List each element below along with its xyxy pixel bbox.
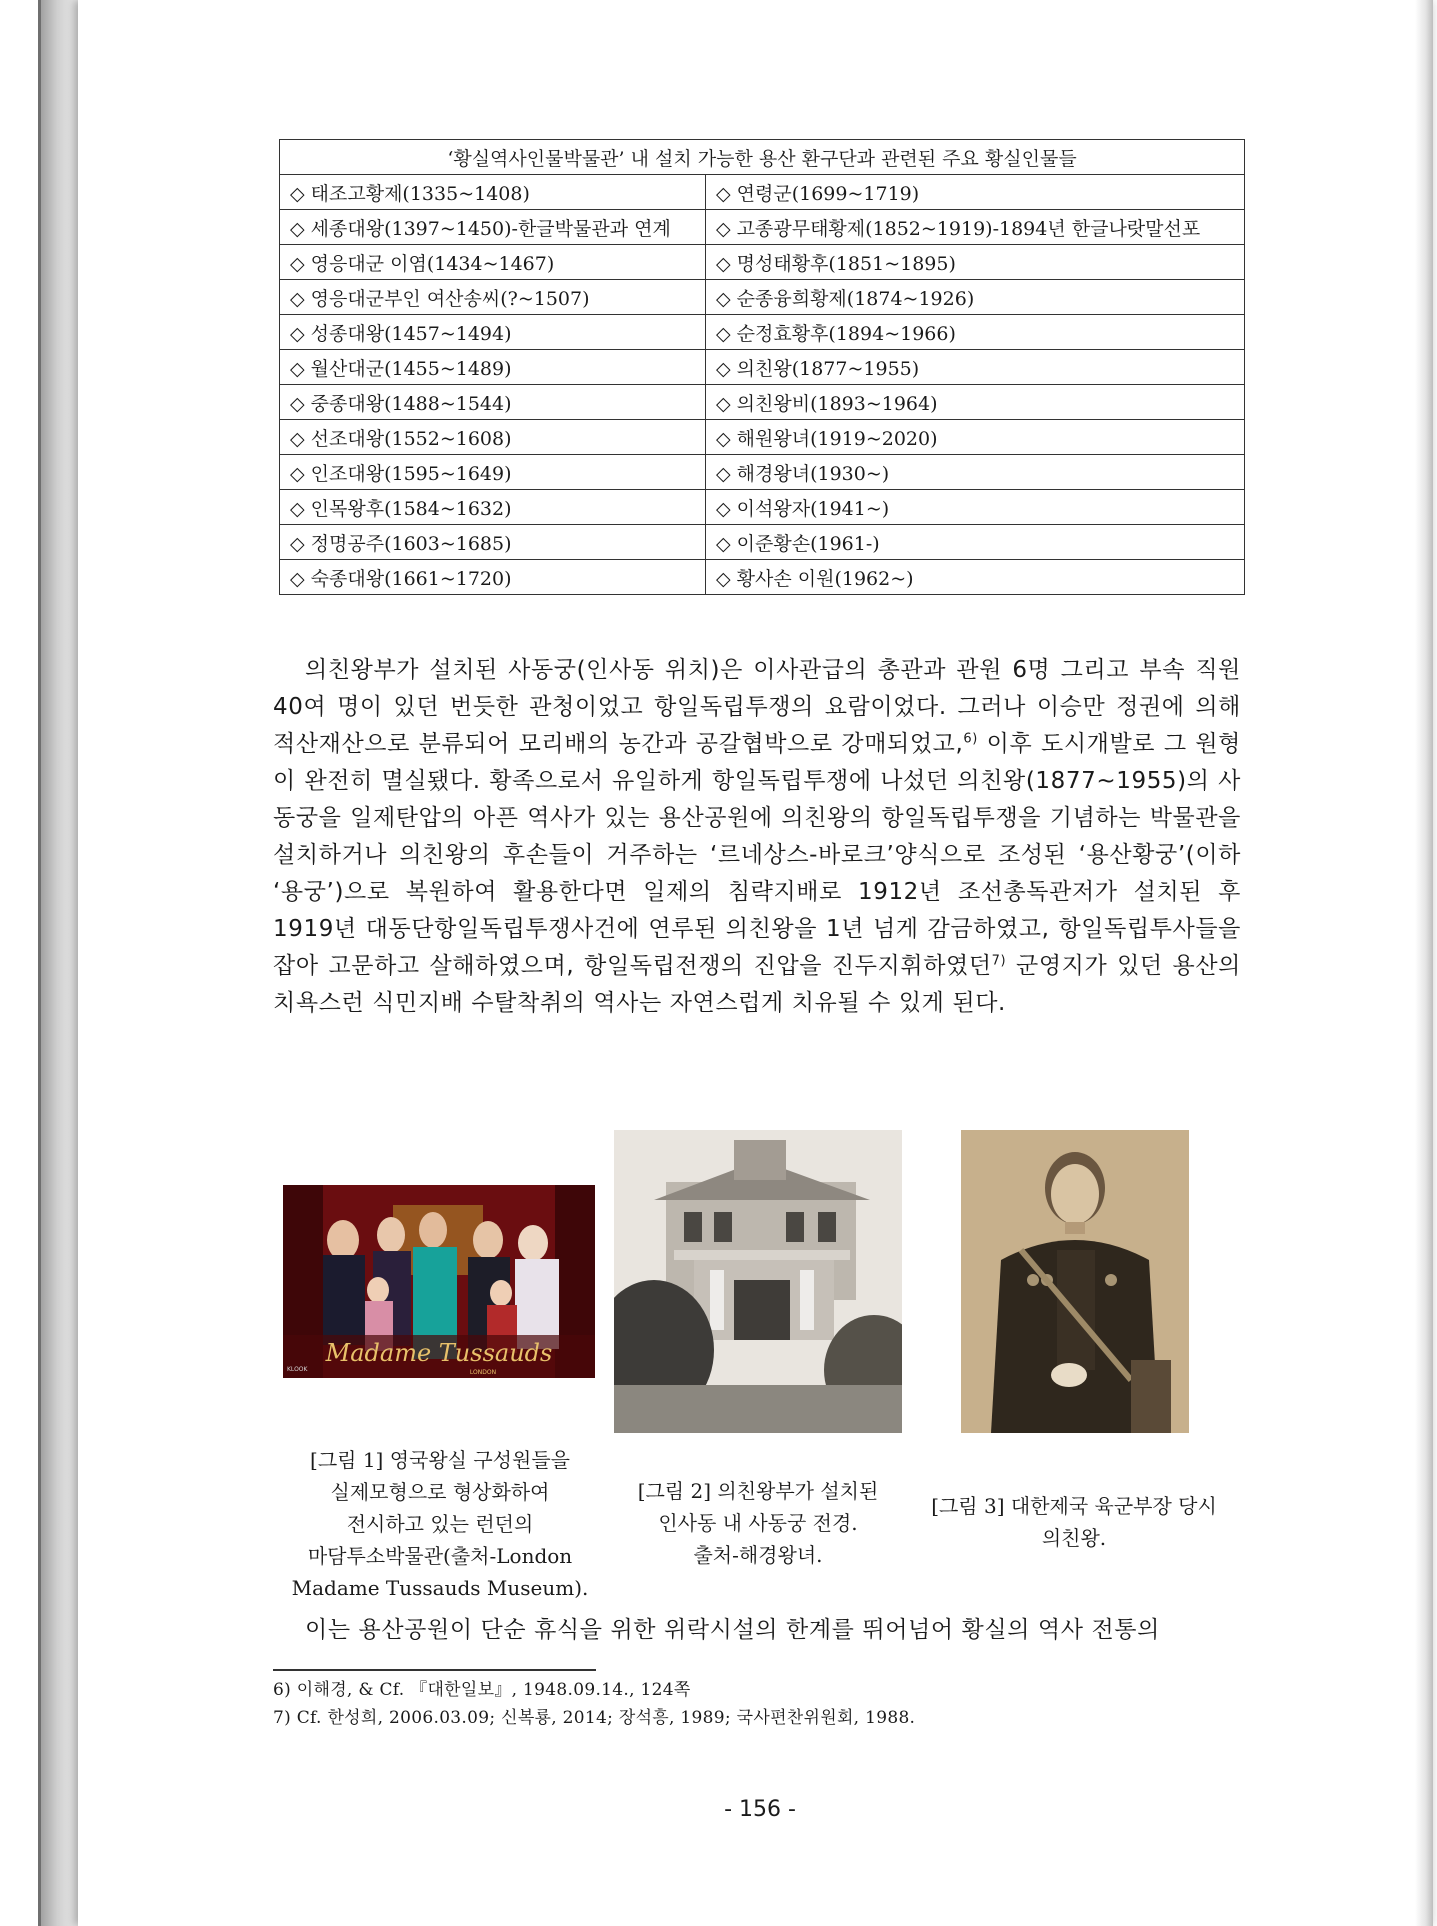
page-number: - 156 - [724, 1797, 796, 1822]
figure-2-caption-line: [그림 2] 의친왕부가 설치된 [637, 1479, 879, 1503]
footnotes [273, 1676, 1173, 1732]
table-cell-right: ◇ 이석왕자(1941~) [706, 490, 1245, 525]
table-cell-right: ◇ 해원왕녀(1919~2020) [706, 420, 1245, 455]
footnote-ref-6[interactable]: 6) [963, 731, 978, 747]
page-right-edge [1415, 0, 1433, 1926]
figure-3-caption-line: 의친왕. [1041, 1526, 1107, 1550]
figure-2-caption [612, 1475, 904, 1571]
table-row [280, 385, 1245, 420]
footnote-7: 7) Cf. 한성희, 2006.03.09; 신복룡, 2014; 장석흥, 1989; 국사편찬위원회, 1988. [273, 1708, 916, 1728]
table-row [280, 210, 1245, 245]
figure-1-caption-line: Madame Tussauds Museum). [291, 1576, 589, 1600]
footnote-divider [273, 1669, 596, 1671]
table-row [280, 490, 1245, 525]
table-cell-left: ◇ 정명공주(1603~1685) [280, 525, 706, 560]
book-spine-edge [38, 0, 41, 1926]
table-row [280, 280, 1245, 315]
table-cell-right: ◇ 의친왕비(1893~1964) [706, 385, 1245, 420]
table-cell-left: ◇ 태조고황제(1335~1408) [280, 175, 706, 210]
table-cell-right: ◇ 명성태황후(1851~1895) [706, 245, 1245, 280]
table-cell-left: ◇ 숙종대왕(1661~1720) [280, 560, 706, 595]
table-cell-left: ◇ 성종대왕(1457~1494) [280, 315, 706, 350]
figure-1-corner: KLOOK [287, 1366, 308, 1373]
figure-3-caption-line: [그림 3] 대한제국 육군부장 당시 [931, 1494, 1217, 1518]
figure-1-madame-tussauds-photo [283, 1185, 595, 1378]
table-cell-right: ◇ 황사손 이원(1962~) [706, 560, 1245, 595]
table-row [280, 245, 1245, 280]
paragraph-2: 이는 용산공원이 단순 휴식을 위한 위락시설의 한계를 뛰어넘어 황실의 역사 전통의 [305, 1617, 1160, 1643]
figure-1-caption-line: 마담투소박물관(출처-London [307, 1544, 573, 1568]
table-cell-left: ◇ 세종대왕(1397~1450)-한글박물관과 연계 [280, 210, 706, 245]
figure-1-caption-line: [그림 1] 영국왕실 구성원들을 [310, 1448, 570, 1472]
figure-1-caption [270, 1444, 610, 1604]
table-cell-right: ◇ 고종광무태황제(1852~1919)-1894년 한글나랏말선포 [706, 210, 1245, 245]
table-cell-left: ◇ 선조대왕(1552~1608) [280, 420, 706, 455]
figure-2-caption-line: 출처-해경왕녀. [693, 1543, 823, 1567]
table-row [280, 455, 1245, 490]
figure-1-caption-line: 실제모형으로 형상화하여 [330, 1480, 550, 1504]
table-cell-left: ◇ 월산대군(1455~1489) [280, 350, 706, 385]
figure-2-sadonggung-photo [614, 1130, 902, 1433]
figure-1-city: LONDON [469, 1369, 497, 1376]
footnote-6: 6) 이해경, & Cf. 『대한일보』, 1948.09.14., 124쪽 [273, 1680, 691, 1700]
table-cell-right: ◇ 의친왕(1877~1955) [706, 350, 1245, 385]
table-row [280, 350, 1245, 385]
footnote-ref-7[interactable]: 7) [991, 953, 1007, 969]
paragraph-1-part-3: 군영지가 있던 용산의 치욕스런 식민지배 수탈착취의 역사는 자연스럽게 치유될 수 있게 된다. [273, 953, 1241, 1016]
figure-1-caption-line: 전시하고 있는 런던의 [346, 1512, 534, 1536]
table-title: ‘황실역사인물박물관’ 내 설치 가능한 용산 환구단과 관련된 주요 황실인물들 [280, 140, 1245, 175]
table-cell-right: ◇ 연령군(1699~1719) [706, 175, 1245, 210]
table-row [280, 175, 1245, 210]
table-row [280, 525, 1245, 560]
figure-3-caption [918, 1490, 1230, 1554]
table-cell-left: ◇ 영응대군 이염(1434~1467) [280, 245, 706, 280]
table-cell-right: ◇ 순정효황후(1894~1966) [706, 315, 1245, 350]
table-cell-left: ◇ 중종대왕(1488~1544) [280, 385, 706, 420]
table-row [280, 315, 1245, 350]
figure-1-brand: Madame Tussauds [325, 1339, 553, 1367]
table-cell-right: ◇ 이준황손(1961-) [706, 525, 1245, 560]
table-cell-left: ◇ 인목왕후(1584~1632) [280, 490, 706, 525]
royals-table [279, 139, 1245, 595]
table-cell-left: ◇ 인조대왕(1595~1649) [280, 455, 706, 490]
paragraph-1 [273, 652, 1241, 1022]
figure-2-caption-line: 인사동 내 사동궁 전경. [658, 1511, 858, 1535]
paragraph-1-part-2: 이후 도시개발로 그 원형이 완전히 멸실됐다. 황족으로서 유일하게 항일독립투쟁에 나섰던 의친왕(1877~1955)의 사동궁을 일제탄압의 아픈 역사가 있는 용산공원에 의친왕의 항일독립투쟁을 기념하는 박물관을 설치하거나 의친왕의 후손들이 거주하는 ‘르네상스-바로크’양식으로 조성된 ‘용산황궁’(이하 ‘용궁’)으로 복원하여 활용한다면 일제의 침략지배로 1912년 조선총독관저가 설치된 후 1919년 대동단항일독립투쟁사건에 연루된 의친왕을 1년 넘게 감금하였고, 항일독립투사들을 잡아 고문하고 살해하였으며, 항일독립전쟁의 진압을 진두지휘하였던 [273, 731, 1241, 979]
paragraph-1-part-1: 의친왕부가 설치된 사동궁(인사동 위치)은 이사관급의 총관과 관원 6명 그리고 부속 직원 40여 명이 있던 번듯한 관청이었고 항일독립투쟁의 요람이었다. 그러나 이승만 정권에 의해 적산재산으로 분류되어 모리배의 농간과 공갈협박으로 강매되었고, [273, 657, 1241, 757]
table-row [280, 420, 1245, 455]
figure-3-uichinwang-portrait [961, 1130, 1189, 1433]
table-cell-left: ◇ 영응대군부인 여산송씨(?~1507) [280, 280, 706, 315]
table-row [280, 560, 1245, 595]
table-cell-right: ◇ 해경왕녀(1930~) [706, 455, 1245, 490]
table-cell-right: ◇ 순종융희황제(1874~1926) [706, 280, 1245, 315]
